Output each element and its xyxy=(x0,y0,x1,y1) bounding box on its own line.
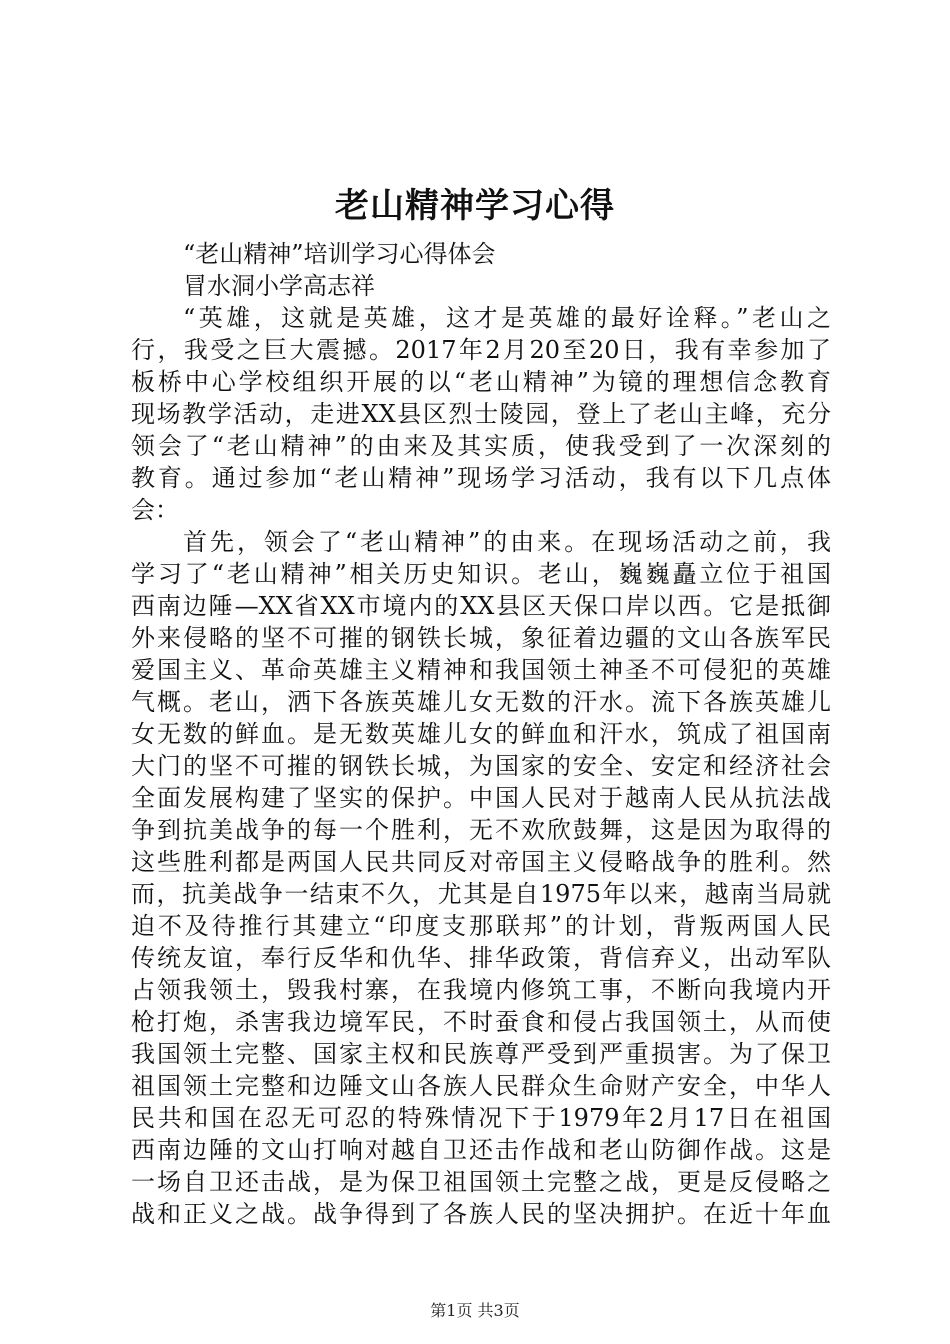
paragraph-line: 女无数的鲜血。是无数英雄儿女的鲜血和汗水，筑成了祖国南 xyxy=(131,720,831,748)
paragraph-line: 西南边陲—XX省XX市境内的XX县区天保口岸以西。它是抵御 xyxy=(131,592,831,620)
paragraph-line: 会： xyxy=(131,496,179,524)
paragraph-line: 西南边陲的文山打响对越自卫还击作战和老山防御作战。这是 xyxy=(131,1136,831,1164)
paragraph-line: 占领我领土，毁我村寨，在我境内修筑工事，不断向我境内开 xyxy=(131,976,831,1004)
paragraph-line: 外来侵略的坚不可摧的钢铁长城，象征着边疆的文山各族军民 xyxy=(131,624,831,652)
paragraph-line: 这些胜利都是两国人民共同反对帝国主义侵略战争的胜利。然 xyxy=(131,848,831,876)
paragraph-line: 一场自卫还击战，是为保卫祖国领土完整之战，更是反侵略之 xyxy=(131,1168,831,1196)
paragraph-line: 大门的坚不可摧的钢铁长城，为国家的安全、安定和经济社会 xyxy=(131,752,831,780)
paragraph-line: 全面发展构建了坚实的保护。中国人民对于越南人民从抗法战 xyxy=(131,784,831,812)
paragraph-line: 板桥中心学校组织开展的以“老山精神”为镜的理想信念教育 xyxy=(131,368,831,396)
paragraph-line: 我国领土完整、国家主权和民族尊严受到严重损害。为了保卫 xyxy=(131,1040,831,1068)
paragraph-line: 领会了“老山精神”的由来及其实质，使我受到了一次深刻的 xyxy=(131,432,831,460)
paragraph-line: 争到抗美战争的每一个胜利，无不欢欣鼓舞，这是因为取得的 xyxy=(131,816,831,844)
paragraph-line: 传统友谊，奉行反华和仇华、排华政策，背信弃义，出动军队 xyxy=(131,944,831,972)
paragraph-line: 而，抗美战争一结束不久，尤其是自1975年以来，越南当局就 xyxy=(131,880,831,908)
document-body xyxy=(131,238,831,1230)
paragraph-line: 学习了“老山精神”相关历史知识。老山，巍巍矗立位于祖国 xyxy=(131,560,831,588)
page-number-footer: 第1页 共3页 xyxy=(430,1301,520,1320)
subtitle-line: “老山精神”培训学习心得体会 xyxy=(183,240,496,268)
paragraph-line: 祖国领土完整和边陲文山各族人民群众生命财产安全，中华人 xyxy=(131,1072,831,1100)
paragraph-line: 教育。通过参加“老山精神”现场学习活动，我有以下几点体 xyxy=(131,464,831,492)
document-title: 老山精神学习心得 xyxy=(335,186,615,226)
paragraph-line: 迫不及待推行其建立“印度支那联邦”的计划，背叛两国人民 xyxy=(131,912,831,940)
paragraph-line: 行，我受之巨大震撼。2017年2月20至20日，我有幸参加了 xyxy=(131,336,831,364)
paragraph-line: 枪打炮，杀害我边境军民，不时蚕食和侵占我国领土，从而使 xyxy=(131,1008,831,1036)
paragraph-line: 民共和国在忍无可忍的特殊情况下于1979年2月17日在祖国 xyxy=(131,1104,831,1132)
paragraph-line: “英雄，这就是英雄，这才是英雄的最好诠释。”老山之 xyxy=(183,304,831,332)
author-line: 冒水洞小学高志祥 xyxy=(183,272,375,300)
paragraph-line: 爱国主义、革命英雄主义精神和我国领土神圣不可侵犯的英雄 xyxy=(131,656,831,684)
paragraph-line: 首先，领会了“老山精神”的由来。在现场活动之前，我 xyxy=(183,528,831,556)
paragraph-line: 气概。老山，洒下各族英雄儿女无数的汗水。流下各族英雄儿 xyxy=(131,688,831,716)
paragraph-line: 战和正义之战。战争得到了各族人民的坚决拥护。在近十年血 xyxy=(131,1200,831,1228)
paragraph-line: 现场教学活动，走进XX县区烈士陵园，登上了老山主峰，充分 xyxy=(131,400,831,428)
